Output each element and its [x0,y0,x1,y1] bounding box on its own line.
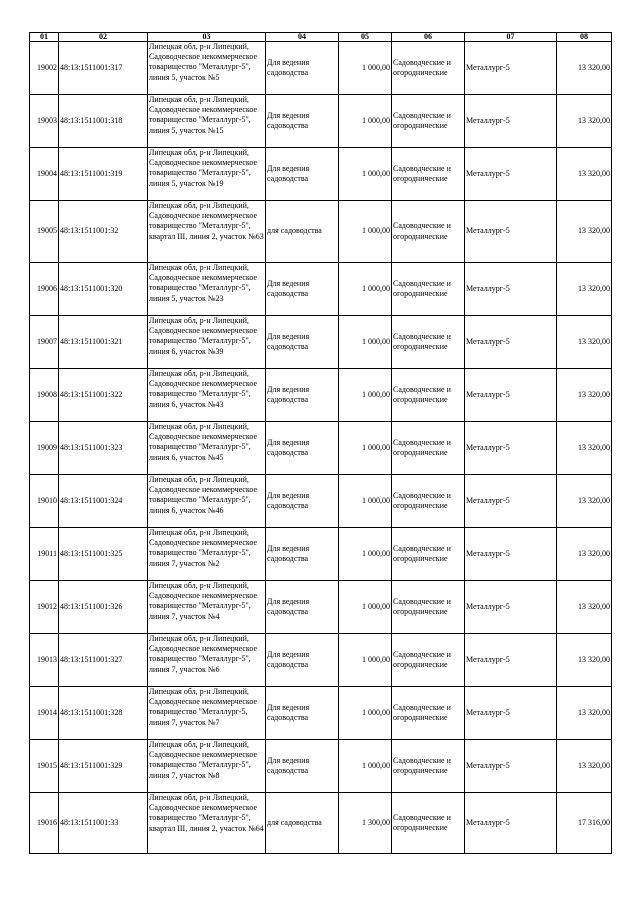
column-header: 02 [59,33,148,42]
cell-c05: 1 000,00 [339,581,392,634]
cell-c05: 1 000,00 [339,369,392,422]
cell-c01: 19015 [30,740,59,793]
cell-c01: 19008 [30,369,59,422]
cell-c03 [148,95,266,148]
table-row [30,316,612,369]
table-row [30,42,612,95]
address-text: Липецкая обл, р-н Липецкий, Садоводческое некоммерческое товарищество "Металлург-5", линия 5, участок №5 [149,42,258,82]
cell-c02: 48:13:1511001:326 [59,581,148,634]
cell-c08: 13 320,00 [557,201,612,263]
address-text: Липецкая обл, р-н Липецкий, Садоводческое некоммерческое товарищество "Металлург-5", линия 6, участок №46 [149,475,258,515]
cell-c01: 19016 [30,793,59,854]
cell-c08: 13 320,00 [557,95,612,148]
cell-c07: Металлург-5 [465,316,557,369]
cell-c05: 1 000,00 [339,422,392,475]
cell-c03 [148,581,266,634]
table-row [30,740,612,793]
cell-c06: Садоводческие и огороднические [392,422,465,475]
cell-c04: Для ведения садоводства [266,475,339,528]
cell-c05: 1 000,00 [339,42,392,95]
cell-c01: 19011 [30,528,59,581]
cell-c04: для садоводства [266,793,339,854]
cell-c08: 13 320,00 [557,148,612,201]
cell-c05: 1 000,00 [339,528,392,581]
cell-c02: 48:13:1511001:32 [59,201,148,263]
cell-c08: 13 320,00 [557,422,612,475]
cell-c07: Металлург-5 [465,263,557,316]
cell-c04: Для ведения садоводства [266,422,339,475]
column-header: 03 [148,33,266,42]
cell-c07: Металлург-5 [465,148,557,201]
table-row [30,687,612,740]
table-row [30,369,612,422]
cell-c01: 19002 [30,42,59,95]
cell-c04: Для ведения садоводства [266,42,339,95]
cell-c05: 1 000,00 [339,316,392,369]
cell-c08: 13 320,00 [557,687,612,740]
cell-c05: 1 000,00 [339,201,392,263]
table-row [30,475,612,528]
cell-c02: 48:13:1511001:319 [59,148,148,201]
cell-c03 [148,740,266,793]
address-text: Липецкая обл, р-н Липецкий, Садоводческое некоммерческое товарищество "Металлург-5", линия 7, участок №4 [149,581,258,621]
address-text: Липецкая обл, р-н Липецкий, Садоводческое некоммерческое товарищество "Металлург-5", линия 5, участок №19 [149,148,258,188]
cell-c08: 13 320,00 [557,316,612,369]
cell-c04: Для ведения садоводства [266,148,339,201]
cell-c01: 19003 [30,95,59,148]
address-text: Липецкая обл, р-н Липецкий, Садоводческое некоммерческое товарищество "Металлург-5", квартал III, линия 2, участок №64 [149,793,264,833]
cell-c02: 48:13:1511001:33 [59,793,148,854]
cell-c06: Садоводческие и огороднические [392,634,465,687]
cell-c08: 13 320,00 [557,263,612,316]
cell-c06: Садоводческие и огороднические [392,740,465,793]
cell-c07: Металлург-5 [465,475,557,528]
cell-c03 [148,369,266,422]
cell-c05: 1 000,00 [339,687,392,740]
cell-c02: 48:13:1511001:320 [59,263,148,316]
cell-c06: Садоводческие и огороднические [392,42,465,95]
cell-c03 [148,263,266,316]
cell-c07: Металлург-5 [465,369,557,422]
cell-c03 [148,528,266,581]
cell-c06: Садоводческие и огороднические [392,95,465,148]
cell-c04: Для ведения садоводства [266,634,339,687]
table-row [30,201,612,263]
cell-c07: Металлург-5 [465,422,557,475]
address-text: Липецкая обл, р-н Липецкий, Садоводческое некоммерческое товарищество "Металлург-5", линия 7, участок №2 [149,528,258,568]
address-text: Липецкая обл, р-н Липецкий, Садоводческое некоммерческое товарищество "Металлург-5", линия 6, участок №45 [149,422,258,462]
cell-c08: 17 316,00 [557,793,612,854]
cell-c06: Садоводческие и огороднические [392,793,465,854]
cell-c02: 48:13:1511001:325 [59,528,148,581]
cell-c07: Металлург-5 [465,687,557,740]
cell-c01: 19014 [30,687,59,740]
cell-c04: Для ведения садоводства [266,316,339,369]
cell-c03 [148,634,266,687]
address-text: Липецкая обл, р-н Липецкий, Садоводческое некоммерческое товарищество "Металлург-5", линия 5, участок №23 [149,263,258,303]
cell-c05: 1 000,00 [339,95,392,148]
cell-c05: 1 000,00 [339,634,392,687]
table-row [30,581,612,634]
cell-c06: Садоводческие и огороднические [392,581,465,634]
cell-c07: Металлург-5 [465,42,557,95]
cell-c03 [148,422,266,475]
cell-c04: Для ведения садоводства [266,95,339,148]
cell-c08: 13 320,00 [557,634,612,687]
address-text: Липецкая обл, р-н Липецкий, Садоводческое некоммерческое товарищество "Металлург-5", линия 7, участок №8 [149,740,258,780]
cell-c04: Для ведения садоводства [266,369,339,422]
cell-c06: Садоводческие и огороднические [392,201,465,263]
cell-c07: Металлург-5 [465,634,557,687]
address-text: Липецкая обл, р-н Липецкий, Садоводческое некоммерческое товарищество "Металлург-5", линия 6, участок №43 [149,369,258,409]
cell-c04: для садоводства [266,201,339,263]
cell-c02: 48:13:1511001:317 [59,42,148,95]
column-header: 04 [266,33,339,42]
table-row [30,528,612,581]
cell-c01: 19012 [30,581,59,634]
cell-c06: Садоводческие и огороднические [392,369,465,422]
cell-c03 [148,148,266,201]
cell-c02: 48:13:1511001:318 [59,95,148,148]
cell-c07: Металлург-5 [465,528,557,581]
cell-c08: 13 320,00 [557,740,612,793]
cell-c07: Металлург-5 [465,201,557,263]
cell-c01: 19009 [30,422,59,475]
cell-c07: Металлург-5 [465,793,557,854]
cell-c04: Для ведения садоводства [266,528,339,581]
cell-c02: 48:13:1511001:324 [59,475,148,528]
cell-c01: 19010 [30,475,59,528]
cell-c06: Садоводческие и огороднические [392,687,465,740]
cell-c05: 1 000,00 [339,475,392,528]
cell-c05: 1 300,00 [339,793,392,854]
cell-c02: 48:13:1511001:321 [59,316,148,369]
header-row [30,33,612,42]
cell-c02: 48:13:1511001:323 [59,422,148,475]
cell-c01: 19005 [30,201,59,263]
cell-c04: Для ведения садоводства [266,740,339,793]
cell-c03 [148,42,266,95]
table-row [30,148,612,201]
cell-c03 [148,687,266,740]
cell-c04: Для ведения садоводства [266,263,339,316]
cell-c01: 19006 [30,263,59,316]
cell-c06: Садоводческие и огороднические [392,263,465,316]
cell-c04: Для ведения садоводства [266,581,339,634]
cell-c05: 1 000,00 [339,148,392,201]
cell-c05: 1 000,00 [339,263,392,316]
cell-c07: Металлург-5 [465,581,557,634]
cell-c05: 1 000,00 [339,740,392,793]
cell-c03 [148,793,266,854]
table-row [30,634,612,687]
column-header: 07 [465,33,557,42]
cell-c07: Металлург-5 [465,740,557,793]
cell-c04: Для ведения садоводства [266,687,339,740]
address-text: Липецкая обл, р-н Липецкий, Садоводческое некоммерческое товарищество "Металлург-5", линия 6, участок №39 [149,316,258,356]
column-header: 01 [30,33,59,42]
cell-c06: Садоводческие и огороднические [392,528,465,581]
column-header: 06 [392,33,465,42]
column-header: 08 [557,33,612,42]
address-text: Липецкая обл, р-н Липецкий, Садоводческое некоммерческое товарищество "Металлург-5", линия 7, участок №6 [149,634,258,674]
cell-c03 [148,316,266,369]
cell-c02: 48:13:1511001:327 [59,634,148,687]
cell-c03 [148,475,266,528]
address-text: Липецкая обл, р-н Липецкий, Садоводческое некоммерческое товарищество "Металлург-5", квартал III, линия 2, участок №63 [149,201,264,241]
cell-c08: 13 320,00 [557,581,612,634]
cell-c06: Садоводческие и огороднические [392,475,465,528]
address-text: Липецкая обл, р-н Липецкий, Садоводческое некоммерческое товарищество "Металлург-5, линия 7, участок №7 [149,687,258,727]
land-plots-table [29,32,612,854]
cell-c01: 19013 [30,634,59,687]
address-text: Липецкая обл, р-н Липецкий, Садоводческое некоммерческое товарищество "Металлург-5", линия 5, участок №15 [149,95,258,135]
column-header: 05 [339,33,392,42]
cell-c08: 13 320,00 [557,42,612,95]
cell-c08: 13 320,00 [557,528,612,581]
table-row [30,422,612,475]
table-row [30,793,612,854]
cell-c08: 13 320,00 [557,369,612,422]
cell-c03 [148,201,266,263]
cell-c01: 19007 [30,316,59,369]
table-row [30,263,612,316]
table-row [30,95,612,148]
cell-c02: 48:13:1511001:328 [59,687,148,740]
cell-c06: Садоводческие и огороднические [392,316,465,369]
cell-c01: 19004 [30,148,59,201]
cell-c07: Металлург-5 [465,95,557,148]
cell-c02: 48:13:1511001:329 [59,740,148,793]
cell-c02: 48:13:1511001:322 [59,369,148,422]
cell-c06: Садоводческие и огороднические [392,148,465,201]
cell-c08: 13 320,00 [557,475,612,528]
